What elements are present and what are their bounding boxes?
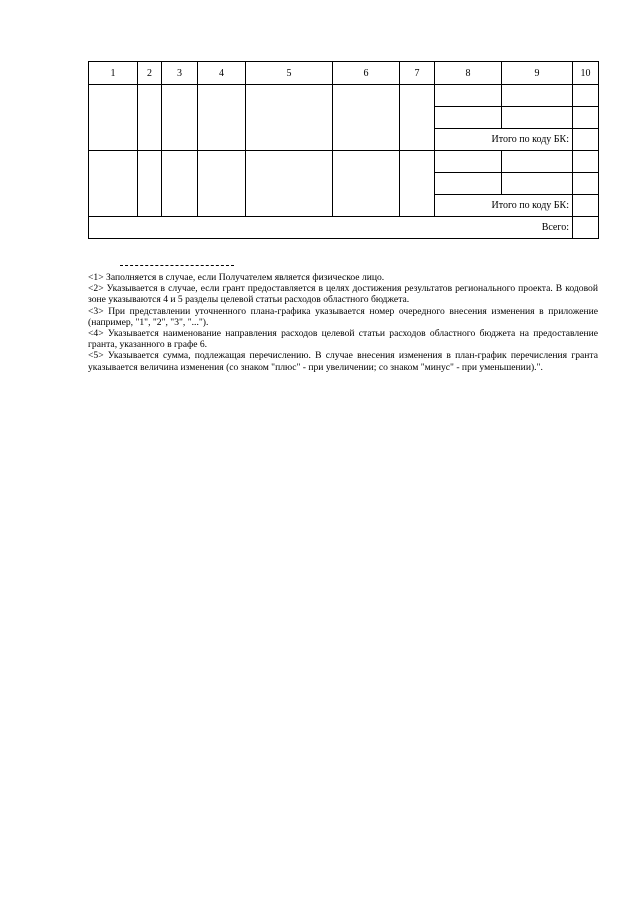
table-cell (502, 151, 573, 173)
table-cell (89, 151, 138, 217)
table-cell (435, 151, 502, 173)
col-header-2: 2 (138, 62, 162, 85)
table-cell (400, 85, 435, 151)
subtotal-value (573, 129, 599, 151)
table-cell (502, 85, 573, 107)
col-header-8: 8 (435, 62, 502, 85)
table-cell (435, 107, 502, 129)
total-value (573, 217, 599, 239)
schedule-table (88, 61, 599, 239)
col-header-10: 10 (573, 62, 599, 85)
table-cell (333, 151, 400, 217)
table-cell (573, 151, 599, 173)
table-row (89, 85, 599, 107)
table-cell (333, 85, 400, 151)
table-cell (573, 173, 599, 195)
col-header-5: 5 (246, 62, 333, 85)
col-header-3: 3 (162, 62, 198, 85)
table-cell (198, 85, 246, 151)
table-cell (138, 151, 162, 217)
table-cell (246, 85, 333, 151)
footnote-5: <5> Указывается сумма, подлежащая перечислению. В случае внесения изменения в план-график перечисления гранта указывается величина изменения (со знаком "плюс" - при увеличении; со знаком "минус" - при уменьшении).". (88, 350, 598, 373)
col-header-9: 9 (502, 62, 573, 85)
table-cell (138, 85, 162, 151)
table-row (89, 151, 599, 173)
subtotal-value (573, 195, 599, 217)
table-cell (89, 85, 138, 151)
table-cell (435, 85, 502, 107)
footnotes (88, 265, 598, 373)
table-cell (246, 151, 333, 217)
col-header-1: 1 (89, 62, 138, 85)
table-cell (435, 173, 502, 195)
header-row (89, 62, 599, 85)
footnote-1: <1> Заполняется в случае, если Получателем является физическое лицо. (88, 272, 385, 283)
footnote-4: <4> Указывается наименование направления расходов целевой статьи расходов областного бюджета на предоставление гранта, указанного в графе 6. (88, 328, 598, 351)
total-row (89, 217, 599, 239)
footnote-separator (120, 265, 234, 266)
footnote-2: <2> Указывается в случае, если грант предоставляется в целях достижения результатов регионального проекта. В кодовой зоне указываются 4 и 5 разделы целевой статьи расходов областного бюджета. (88, 283, 598, 306)
col-header-7: 7 (400, 62, 435, 85)
table-cell (502, 107, 573, 129)
total-label: Всего: (89, 217, 573, 239)
table-cell (573, 107, 599, 129)
table-cell (198, 151, 246, 217)
table-cell (573, 85, 599, 107)
col-header-6: 6 (333, 62, 400, 85)
table-cell (502, 173, 573, 195)
col-header-4: 4 (198, 62, 246, 85)
schedule-table-container (88, 61, 598, 239)
footnote-3: <3> При представлении уточненного плана-графика указывается номер очередного внесения изменения в приложение (например, "1", "2", "3", "..."). (88, 305, 598, 328)
subtotal-label: Итого по коду БК: (435, 195, 573, 217)
subtotal-label: Итого по коду БК: (435, 129, 573, 151)
table-cell (162, 151, 198, 217)
table-cell (400, 151, 435, 217)
table-cell (162, 85, 198, 151)
